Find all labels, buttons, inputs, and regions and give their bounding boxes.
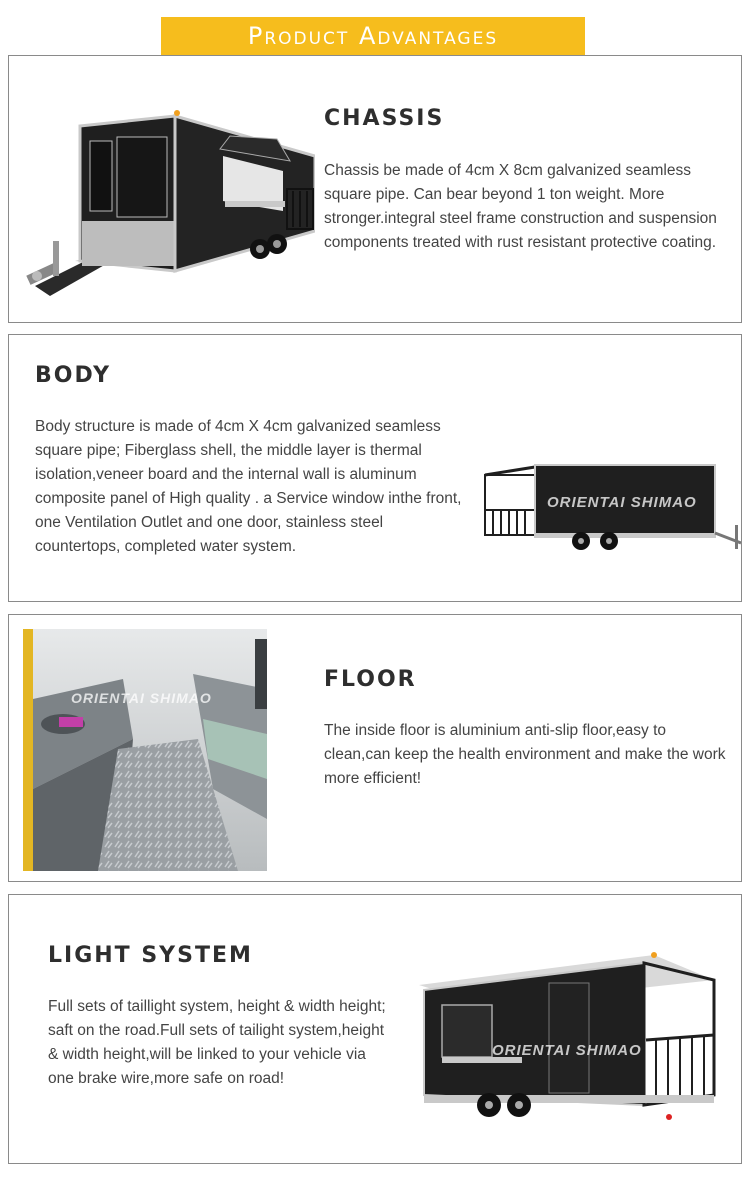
light-system-text: Full sets of taillight system, height & width height; saft on the road.Full sets of tailight system,height & width height,will be linked to your vehicle via one brake wire,more safe on road!	[48, 998, 386, 1087]
body-heading: BODY	[35, 363, 112, 388]
interior-floor-image	[23, 629, 267, 871]
trailer-side-closed-image	[479, 455, 741, 555]
trailer-front-open-window-image	[15, 101, 315, 301]
section-banner	[161, 17, 585, 55]
light-system-heading: LIGHT SYSTEM	[48, 943, 253, 968]
chassis-heading: CHASSIS	[324, 106, 445, 131]
body-watermark: ORIENTAI SHIMAO	[547, 494, 697, 511]
light-system-watermark: ORIENTAI SHIMAO	[492, 1042, 642, 1059]
floor-watermark: ORIENTAI SHIMAO	[71, 690, 212, 706]
trailer-porch-image	[414, 945, 724, 1145]
chassis-text: Chassis be made of 4cm X 8cm galvanized seamless square pipe. Can bear beyond 1 ton weight. More stronger.integral steel frame construction and suspension components treated with rust resistant protective coating.	[324, 162, 717, 251]
floor-text: The inside floor is aluminium anti-slip floor,easy to clean,can keep the health environment and make the work more efficient!	[324, 722, 726, 787]
banner-title: Product Advantages	[247, 22, 499, 50]
chassis-panel	[8, 55, 742, 323]
floor-heading: FLOOR	[324, 667, 417, 692]
floor-panel	[8, 614, 742, 882]
light-system-panel	[8, 894, 742, 1164]
body-panel	[8, 334, 742, 602]
body-text: Body structure is made of 4cm X 4cm galvanized seamless square pipe; Fiberglass shell, the middle layer is thermal isolation,veneer board and the internal wall is aluminum composite panel of High quality . a Service window inthe front, one Ventilation Outlet and one door, stainless steel countertops, completed water system.	[35, 418, 462, 555]
